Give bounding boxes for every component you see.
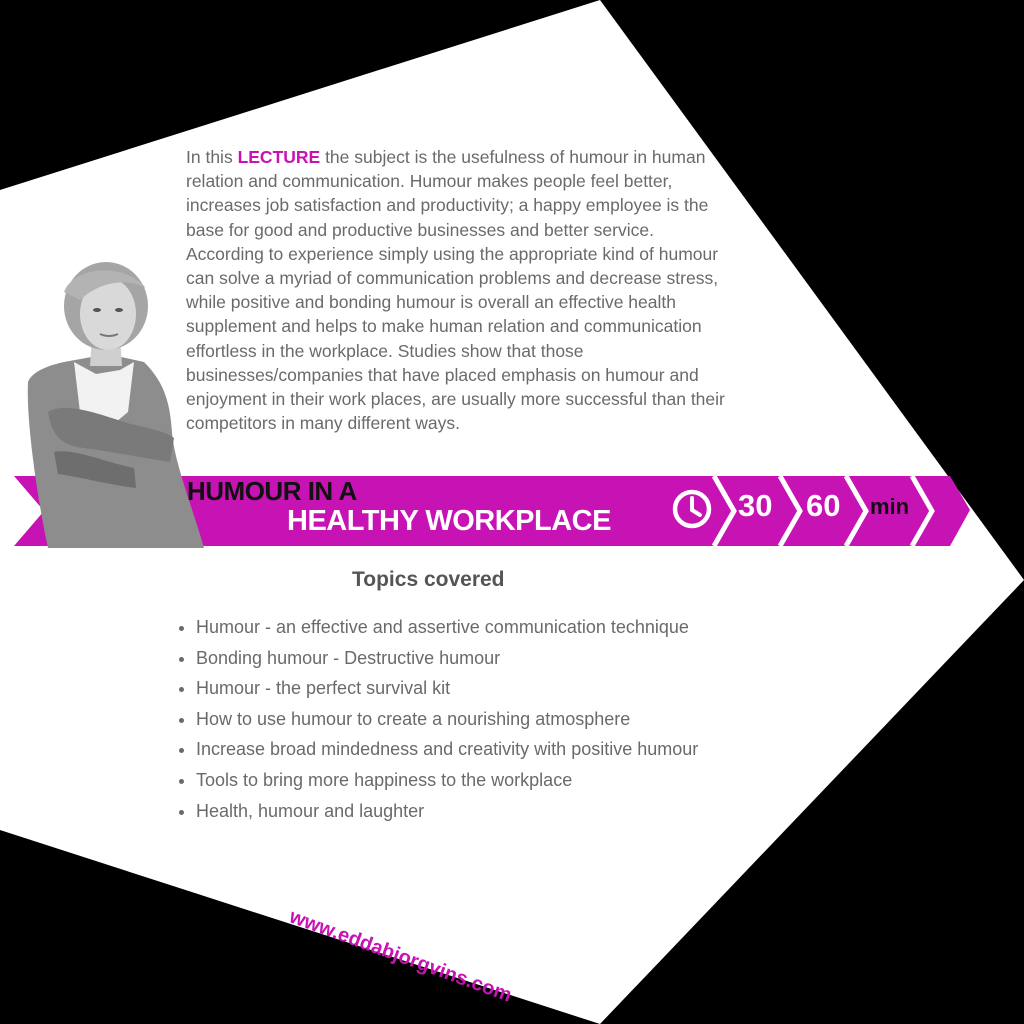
duration-60: 60 <box>806 488 841 523</box>
duration-30: 30 <box>738 488 773 523</box>
list-item: • How to use humour to create a nourishing atmosphere <box>196 704 698 735</box>
intro-paragraph <box>186 145 734 435</box>
list-item: • Bonding humour - Destructive humour <box>196 643 698 674</box>
lecture-title-line1: HUMOUR IN A <box>187 476 357 506</box>
clock-icon <box>670 487 714 531</box>
website-link[interactable]: www.eddabjorgvins.com <box>286 905 515 1007</box>
list-item: • Tools to bring more happiness to the workplace <box>196 765 698 796</box>
intro-keyword: LECTURE <box>237 147 321 167</box>
intro-text-before: In this <box>186 147 238 167</box>
speaker-photo <box>24 262 210 548</box>
topics-heading: Topics covered <box>352 568 505 591</box>
lecture-title-line2: HEALTHY WORKPLACE <box>287 505 611 537</box>
duration-unit: min <box>870 494 910 519</box>
topics-list <box>176 612 698 826</box>
list-item: • Humour - an effective and assertive communication technique <box>196 612 698 643</box>
list-item: • Health, humour and laughter <box>196 796 698 827</box>
intro-text-after: the subject is the usefulness of humour in human relation and communication. Humour makes people feel better, increases job satisfaction and productivity; a happy employee is the base for good and productive businesses and better service. According to experience simply using the appropriate kind of humour can solve a myriad of communication problems and decrease stress, while positive and bonding humour is overall an effective health supplement and helps to make human relation and communication effortless in the workplace. Studies show that those businesses/companies that have placed emphasis on humour and enjoyment in their work places, are usually more successful than their competitors in many different ways. <box>186 147 725 434</box>
list-item: • Humour - the perfect survival kit <box>196 673 698 704</box>
list-item: • Increase broad mindedness and creativity with positive humour <box>196 734 698 765</box>
